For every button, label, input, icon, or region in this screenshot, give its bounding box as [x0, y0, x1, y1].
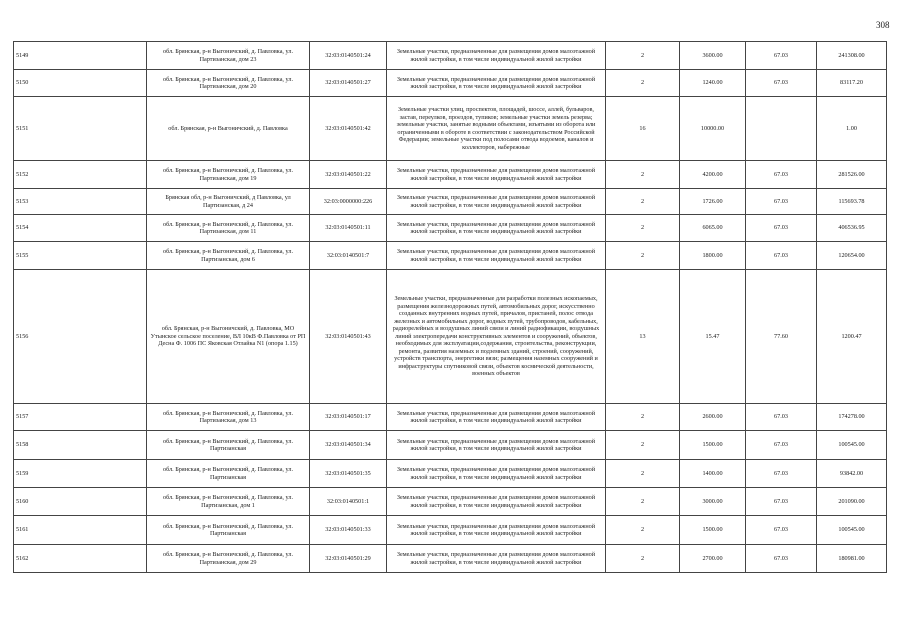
row-cadastral-number: 32:03:0140501:33: [310, 516, 387, 545]
row-address: обл. Брянская, р-н Выгоничский, д. Павловка, ул. Партизанская, дом 11: [147, 215, 310, 242]
row-land-use: Земельные участки, предназначенные для размещения домов малоэтажной жилой застройки, в том числе индивидуальной жилой застройки: [387, 516, 606, 545]
row-value: 1.00: [817, 97, 887, 161]
row-cadastral-number: 32:03:0140501:34: [310, 431, 387, 460]
row-cadastral-number: 32:03:0140501:1: [310, 488, 387, 516]
table-row: [14, 42, 887, 70]
row-rate: 67.03: [746, 189, 817, 215]
row-value: 201090.00: [817, 488, 887, 516]
row-cadastral-number: 32:03:0140501:7: [310, 242, 387, 270]
row-number: 5159: [14, 460, 147, 488]
table-row: [14, 97, 887, 161]
row-rate: 67.03: [746, 404, 817, 431]
row-value: 1200.47: [817, 270, 887, 404]
row-number: 5153: [14, 189, 147, 215]
row-land-use: Земельные участки, предназначенные для размещения домов малоэтажной жилой застройки, в том числе индивидуальной жилой застройки: [387, 404, 606, 431]
row-rate: 67.03: [746, 516, 817, 545]
row-rate: 67.03: [746, 431, 817, 460]
row-rate: 67.03: [746, 215, 817, 242]
row-land-use: Земельные участки, предназначенные для размещения домов малоэтажной жилой застройки, в том числе индивидуальной жилой застройки: [387, 460, 606, 488]
page-number: 308: [876, 20, 890, 30]
row-cadastral-number: 32:03:0140501:42: [310, 97, 387, 161]
table-row: [14, 215, 887, 242]
table-row: [14, 70, 887, 97]
row-area: 15.47: [680, 270, 746, 404]
row-address: обл. Брянская, р-н Выгоничский, д. Павловка, ул. Партизанская: [147, 460, 310, 488]
table-row: [14, 189, 887, 215]
row-area: 3600.00: [680, 42, 746, 70]
table-row: [14, 516, 887, 545]
row-number: 5151: [14, 97, 147, 161]
row-land-use: Земельные участки, предназначенные для размещения домов малоэтажной жилой застройки, в том числе индивидуальной жилой застройки: [387, 189, 606, 215]
row-address: обл. Брянская, р-н Выгоничский, д. Павловка, ул. Партизанская: [147, 431, 310, 460]
row-rate: 67.03: [746, 545, 817, 573]
row-cadastral-number: 32:03:0140501:29: [310, 545, 387, 573]
row-land-use: Земельные участки, предназначенные для размещения домов малоэтажной жилой застройки, в том числе индивидуальной жилой застройки: [387, 545, 606, 573]
row-category: 2: [606, 516, 680, 545]
row-address: обл. Брянская, р-н Выгоничский, д. Павловка, ул. Партизанская, дом 20: [147, 70, 310, 97]
row-category: 2: [606, 488, 680, 516]
row-value: 174278.00: [817, 404, 887, 431]
row-number: 5162: [14, 545, 147, 573]
row-cadastral-number: 32:03:0140501:17: [310, 404, 387, 431]
row-category: 2: [606, 242, 680, 270]
row-rate: 67.03: [746, 242, 817, 270]
row-address: обл. Брянская, р-н Выгоничский, д. Павловка, ул. Партизанская: [147, 516, 310, 545]
row-land-use: Земельные участки, предназначенные для размещения домов малоэтажной жилой застройки, в том числе индивидуальной жилой застройки: [387, 42, 606, 70]
row-area: 6065.00: [680, 215, 746, 242]
row-address: обл. Брянская, р-н Выгоничский, д. Павловка, ул. Партизанская, дом 19: [147, 161, 310, 189]
row-area: 1800.00: [680, 242, 746, 270]
row-area: 3000.00: [680, 488, 746, 516]
table-row: [14, 242, 887, 270]
row-address: обл. Брянская, р-н Выгоничский, д. Павловка: [147, 97, 310, 161]
row-number: 5156: [14, 270, 147, 404]
row-area: 2700.00: [680, 545, 746, 573]
table-row: [14, 488, 887, 516]
row-land-use: Земельные участки, предназначенные для размещения домов малоэтажной жилой застройки, в том числе индивидуальной жилой застройки: [387, 161, 606, 189]
row-address: обл. Брянская, р-н Выгоничский, д. Павловка, ул. Партизанская, дом 23: [147, 42, 310, 70]
row-value: 93842.00: [817, 460, 887, 488]
row-rate: 67.03: [746, 70, 817, 97]
table-row: [14, 431, 887, 460]
row-number: 5149: [14, 42, 147, 70]
row-value: 100545.00: [817, 516, 887, 545]
row-category: 2: [606, 404, 680, 431]
row-category: 2: [606, 42, 680, 70]
row-value: 100545.00: [817, 431, 887, 460]
row-land-use: Земельные участки, предназначенные для размещения домов малоэтажной жилой застройки, в том числе индивидуальной жилой застройки: [387, 488, 606, 516]
row-cadastral-number: 32:03:0140501:22: [310, 161, 387, 189]
row-area: 4200.00: [680, 161, 746, 189]
row-address: обл. Брянская, р-н Выгоничский, д. Павловка, ул. Партизанская, дом 29: [147, 545, 310, 573]
table-row: [14, 545, 887, 573]
row-rate: 67.03: [746, 460, 817, 488]
row-cadastral-number: 32:03:0140501:35: [310, 460, 387, 488]
row-land-use: Земельные участки, предназначенные для размещения домов малоэтажной жилой застройки, в том числе индивидуальной жилой застройки: [387, 242, 606, 270]
table-row: [14, 161, 887, 189]
row-rate: 77.60: [746, 270, 817, 404]
row-number: 5150: [14, 70, 147, 97]
row-category: 2: [606, 161, 680, 189]
row-value: 281526.00: [817, 161, 887, 189]
row-cadastral-number: 32:03:0140501:27: [310, 70, 387, 97]
row-area: 1400.00: [680, 460, 746, 488]
row-cadastral-number: 32:03:0140501:11: [310, 215, 387, 242]
row-category: 2: [606, 460, 680, 488]
row-rate: 67.03: [746, 42, 817, 70]
row-category: 16: [606, 97, 680, 161]
cadastral-value-table: [13, 41, 887, 573]
row-category: 2: [606, 70, 680, 97]
row-area: 1726.00: [680, 189, 746, 215]
row-land-use: Земельные участки улиц, проспектов, площадей, шоссе, аллей, бульваров, застав, переулков, проездов, тупиков; земельные участки земель резерва; земельные участки, занятые водными объектами, изъятыми из оборота или ограниченными в обороте в соответствии с законодательством Российской Федерации; земельные участки под полосами отвода водоемов, каналов и коллекторов, набережные: [387, 97, 606, 161]
row-cadastral-number: 32:03:0000000:226: [310, 189, 387, 215]
row-category: 2: [606, 431, 680, 460]
row-number: 5161: [14, 516, 147, 545]
row-area: 1500.00: [680, 516, 746, 545]
row-address: обл. Брянская, р-н Выгоничский, д. Павловка, ул. Партизанская, дом 1: [147, 488, 310, 516]
row-value: 83117.20: [817, 70, 887, 97]
row-cadastral-number: 32:03:0140501:24: [310, 42, 387, 70]
row-rate: 67.03: [746, 488, 817, 516]
row-area: 10000.00: [680, 97, 746, 161]
row-value: 120654.00: [817, 242, 887, 270]
row-number: 5160: [14, 488, 147, 516]
row-land-use: Земельные участки, предназначенные для размещения домов малоэтажной жилой застройки, в том числе индивидуальной жилой застройки: [387, 215, 606, 242]
row-rate: [746, 97, 817, 161]
table-row: [14, 404, 887, 431]
row-category: 13: [606, 270, 680, 404]
row-area: 1240.00: [680, 70, 746, 97]
row-number: 5155: [14, 242, 147, 270]
row-address: обл. Брянская, р-н Выгоничский, д. Павловка, ул. Партизанская, дом 6: [147, 242, 310, 270]
row-category: 2: [606, 215, 680, 242]
row-value: 241308.00: [817, 42, 887, 70]
row-category: 2: [606, 545, 680, 573]
row-value: 115693.78: [817, 189, 887, 215]
row-land-use: Земельные участки, предназначенные для размещения домов малоэтажной жилой застройки, в том числе индивидуальной жилой застройки: [387, 431, 606, 460]
row-land-use: Земельные участки, предназначенные для размещения домов малоэтажной жилой застройки, в том числе индивидуальной жилой застройки: [387, 70, 606, 97]
row-rate: 67.03: [746, 161, 817, 189]
row-cadastral-number: 32:03:0140501:43: [310, 270, 387, 404]
row-address: обл. Брянская, р-н Выгоничский, д. Павловка, МО Утынское сельское поселение, ВЛ 10кВ Ф.Павловка от РП Десна Ф. 1006 ПС Яковская Отлайка N1 (опора 1.15): [147, 270, 310, 404]
table-row: [14, 270, 887, 404]
row-area: 1500.00: [680, 431, 746, 460]
row-category: 2: [606, 189, 680, 215]
row-address: Брянская обл, р-н Выгоничский, д Павловка, ул Партизанская, д 24: [147, 189, 310, 215]
row-area: 2600.00: [680, 404, 746, 431]
row-number: 5152: [14, 161, 147, 189]
row-address: обл. Брянская, р-н Выгоничский, д. Павловка, ул. Партизанская, дом 13: [147, 404, 310, 431]
table-row: [14, 460, 887, 488]
row-value: 180981.00: [817, 545, 887, 573]
row-number: 5158: [14, 431, 147, 460]
row-number: 5157: [14, 404, 147, 431]
row-number: 5154: [14, 215, 147, 242]
row-value: 406536.95: [817, 215, 887, 242]
row-land-use: Земельные участки, предназначенные для разработки полезных ископаемых, размещения железнодорожных путей, автомобильных дорог, искусственно созданных внутренних водных путей, причалов, пристаней, полос отвода железных и автомобильных дорог, водных путей, трубопроводов, кабельных, радиорелейных и воздушных линий связи и линий радиофикации, воздушных линий электропередачи конструктивных элементов и сооружений, объектов, необходимых для эксплуатации,содержания, строительства, реконструкции, ремонта, развития наземных и подземных зданий, строений, сооружений, устройств транспорта, энергетики вязи; размещения наземных сооружений и инфраструктуры спутниковой связи, объектов космической деятельности, военных объектов: [387, 270, 606, 404]
